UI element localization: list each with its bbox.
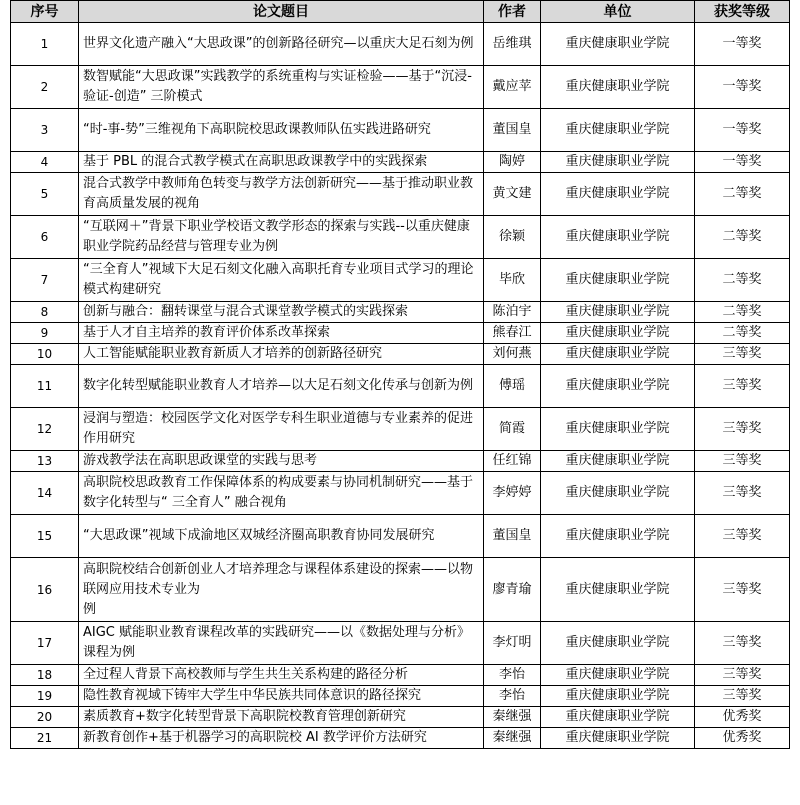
cell-title: 混合式教学中教师角色转变与教学方法创新研究——基于推动职业教育高质量发展的视角 bbox=[79, 173, 484, 216]
cell-title: 基于 PBL 的混合式教学模式在高职思政课教学中的实践探索 bbox=[79, 152, 484, 173]
table-row bbox=[11, 515, 790, 558]
cell-author: 黄文建 bbox=[484, 173, 541, 216]
table-row bbox=[11, 365, 790, 408]
cell-title: 浸润与塑造：校园医学文化对医学专科生职业道德与专业素养的促进作用研究 bbox=[79, 408, 484, 451]
cell-author: 李怡 bbox=[484, 665, 541, 686]
cell-unit: 重庆健康职业学院 bbox=[541, 515, 695, 558]
cell-unit: 重庆健康职业学院 bbox=[541, 665, 695, 686]
cell-award: 优秀奖 bbox=[695, 707, 790, 728]
cell-title: “时-事-势”三维视角下高职院校思政课教师队伍实践进路研究 bbox=[79, 109, 484, 152]
cell-award: 优秀奖 bbox=[695, 728, 790, 749]
cell-author: 毕欣 bbox=[484, 259, 541, 302]
table-row bbox=[11, 622, 790, 665]
cell-unit: 重庆健康职业学院 bbox=[541, 558, 695, 622]
cell-title: 高职院校思政教育工作保障体系的构成要素与协同机制研究——基于数字化转型与“ 三全育人” 融合视角 bbox=[79, 472, 484, 515]
cell-title: 数智赋能“大思政课”实践教学的系统重构与实证检验——基于“沉浸-验证-创造” 三阶模式 bbox=[79, 66, 484, 109]
cell-unit: 重庆健康职业学院 bbox=[541, 109, 695, 152]
cell-author: 陶婷 bbox=[484, 152, 541, 173]
cell-award: 二等奖 bbox=[695, 173, 790, 216]
cell-no: 5 bbox=[11, 173, 79, 216]
cell-author: 李灯明 bbox=[484, 622, 541, 665]
cell-no: 11 bbox=[11, 365, 79, 408]
cell-no: 21 bbox=[11, 728, 79, 749]
cell-award: 三等奖 bbox=[695, 686, 790, 707]
cell-no: 16 bbox=[11, 558, 79, 622]
cell-no: 8 bbox=[11, 302, 79, 323]
cell-title: “大思政课”视域下成渝地区双城经济圈高职教育协同发展研究 bbox=[79, 515, 484, 558]
cell-author: 戴应苹 bbox=[484, 66, 541, 109]
cell-unit: 重庆健康职业学院 bbox=[541, 472, 695, 515]
cell-title: 游戏教学法在高职思政课堂的实践与思考 bbox=[79, 451, 484, 472]
header-award: 获奖等级 bbox=[695, 1, 790, 23]
table-row bbox=[11, 686, 790, 707]
cell-award: 二等奖 bbox=[695, 259, 790, 302]
table-row bbox=[11, 23, 790, 66]
header-no: 序号 bbox=[11, 1, 79, 23]
table-row bbox=[11, 665, 790, 686]
cell-award: 三等奖 bbox=[695, 558, 790, 622]
cell-award: 二等奖 bbox=[695, 302, 790, 323]
table-row bbox=[11, 472, 790, 515]
header-title: 论文题目 bbox=[79, 1, 484, 23]
cell-no: 14 bbox=[11, 472, 79, 515]
cell-title: 隐性教育视域下铸牢大学生中华民族共同体意识的路径探究 bbox=[79, 686, 484, 707]
cell-unit: 重庆健康职业学院 bbox=[541, 259, 695, 302]
cell-title: 高职院校结合创新创业人才培养理念与课程体系建设的探索——以物联网应用技术专业为 例 bbox=[79, 558, 484, 622]
table-row bbox=[11, 66, 790, 109]
cell-award: 三等奖 bbox=[695, 665, 790, 686]
cell-author: 李婷婷 bbox=[484, 472, 541, 515]
cell-author: 徐颖 bbox=[484, 216, 541, 259]
cell-author: 刘何燕 bbox=[484, 344, 541, 365]
cell-unit: 重庆健康职业学院 bbox=[541, 23, 695, 66]
cell-unit: 重庆健康职业学院 bbox=[541, 152, 695, 173]
table-row bbox=[11, 707, 790, 728]
cell-no: 1 bbox=[11, 23, 79, 66]
table-row bbox=[11, 408, 790, 451]
cell-award: 三等奖 bbox=[695, 472, 790, 515]
cell-award: 三等奖 bbox=[695, 365, 790, 408]
cell-unit: 重庆健康职业学院 bbox=[541, 707, 695, 728]
table-row bbox=[11, 216, 790, 259]
cell-award: 三等奖 bbox=[695, 622, 790, 665]
cell-title: 基于人才自主培养的教育评价体系改革探索 bbox=[79, 323, 484, 344]
cell-title: 世界文化遗产融入“大思政课”的创新路径研究—以重庆大足石刻为例 bbox=[79, 23, 484, 66]
cell-award: 二等奖 bbox=[695, 216, 790, 259]
cell-award: 三等奖 bbox=[695, 515, 790, 558]
cell-no: 12 bbox=[11, 408, 79, 451]
cell-no: 3 bbox=[11, 109, 79, 152]
table-row bbox=[11, 152, 790, 173]
header-row bbox=[11, 1, 790, 23]
cell-author: 傅瑶 bbox=[484, 365, 541, 408]
cell-title: 全过程人背景下高校教师与学生共生关系构建的路径分析 bbox=[79, 665, 484, 686]
cell-unit: 重庆健康职业学院 bbox=[541, 344, 695, 365]
cell-unit: 重庆健康职业学院 bbox=[541, 686, 695, 707]
cell-unit: 重庆健康职业学院 bbox=[541, 323, 695, 344]
table-row bbox=[11, 259, 790, 302]
cell-title: 素质教育+数字化转型背景下高职院校教育管理创新研究 bbox=[79, 707, 484, 728]
cell-no: 9 bbox=[11, 323, 79, 344]
cell-author: 熊春江 bbox=[484, 323, 541, 344]
cell-title: AIGC 赋能职业教育课程改革的实践研究——以《数据处理与分析》课程为例 bbox=[79, 622, 484, 665]
cell-unit: 重庆健康职业学院 bbox=[541, 302, 695, 323]
cell-title: 创新与融合：翻转课堂与混合式课堂教学模式的实践探索 bbox=[79, 302, 484, 323]
cell-author: 董国皇 bbox=[484, 515, 541, 558]
table-row bbox=[11, 728, 790, 749]
cell-author: 秦继强 bbox=[484, 707, 541, 728]
cell-title: 新教育创作+基于机器学习的高职院校 AI 教学评价方法研究 bbox=[79, 728, 484, 749]
cell-no: 17 bbox=[11, 622, 79, 665]
cell-unit: 重庆健康职业学院 bbox=[541, 451, 695, 472]
cell-no: 18 bbox=[11, 665, 79, 686]
cell-award: 二等奖 bbox=[695, 323, 790, 344]
table-row bbox=[11, 109, 790, 152]
cell-award: 一等奖 bbox=[695, 66, 790, 109]
cell-unit: 重庆健康职业学院 bbox=[541, 622, 695, 665]
table-body bbox=[11, 23, 790, 749]
award-table bbox=[10, 0, 790, 749]
table-row bbox=[11, 323, 790, 344]
cell-no: 10 bbox=[11, 344, 79, 365]
cell-unit: 重庆健康职业学院 bbox=[541, 728, 695, 749]
cell-award: 一等奖 bbox=[695, 109, 790, 152]
cell-author: 董国皇 bbox=[484, 109, 541, 152]
header-author: 作者 bbox=[484, 1, 541, 23]
cell-award: 一等奖 bbox=[695, 23, 790, 66]
cell-unit: 重庆健康职业学院 bbox=[541, 408, 695, 451]
cell-no: 7 bbox=[11, 259, 79, 302]
cell-title: 人工智能赋能职业教育新质人才培养的创新路径研究 bbox=[79, 344, 484, 365]
cell-title: “互联网＋”背景下职业学校语文教学形态的探索与实践--以重庆健康职业学院药品经营与管理专业为例 bbox=[79, 216, 484, 259]
cell-no: 13 bbox=[11, 451, 79, 472]
cell-title: “三全育人”视域下大足石刻文化融入高职托育专业项目式学习的理论模式构建研究 bbox=[79, 259, 484, 302]
cell-author: 简霞 bbox=[484, 408, 541, 451]
cell-author: 秦继强 bbox=[484, 728, 541, 749]
cell-award: 三等奖 bbox=[695, 408, 790, 451]
cell-no: 20 bbox=[11, 707, 79, 728]
cell-award: 一等奖 bbox=[695, 152, 790, 173]
cell-no: 4 bbox=[11, 152, 79, 173]
table-row bbox=[11, 173, 790, 216]
cell-no: 19 bbox=[11, 686, 79, 707]
cell-award: 三等奖 bbox=[695, 451, 790, 472]
table-row bbox=[11, 302, 790, 323]
cell-author: 岳维琪 bbox=[484, 23, 541, 66]
cell-unit: 重庆健康职业学院 bbox=[541, 66, 695, 109]
cell-unit: 重庆健康职业学院 bbox=[541, 365, 695, 408]
cell-unit: 重庆健康职业学院 bbox=[541, 173, 695, 216]
table-row bbox=[11, 558, 790, 622]
table-row bbox=[11, 451, 790, 472]
table-row bbox=[11, 344, 790, 365]
header-unit: 单位 bbox=[541, 1, 695, 23]
cell-author: 任红锦 bbox=[484, 451, 541, 472]
cell-author: 廖青瑜 bbox=[484, 558, 541, 622]
cell-no: 6 bbox=[11, 216, 79, 259]
cell-no: 15 bbox=[11, 515, 79, 558]
cell-award: 三等奖 bbox=[695, 344, 790, 365]
cell-author: 陈泊宇 bbox=[484, 302, 541, 323]
cell-author: 李怡 bbox=[484, 686, 541, 707]
cell-no: 2 bbox=[11, 66, 79, 109]
cell-title: 数字化转型赋能职业教育人才培养—以大足石刻文化传承与创新为例 bbox=[79, 365, 484, 408]
cell-unit: 重庆健康职业学院 bbox=[541, 216, 695, 259]
